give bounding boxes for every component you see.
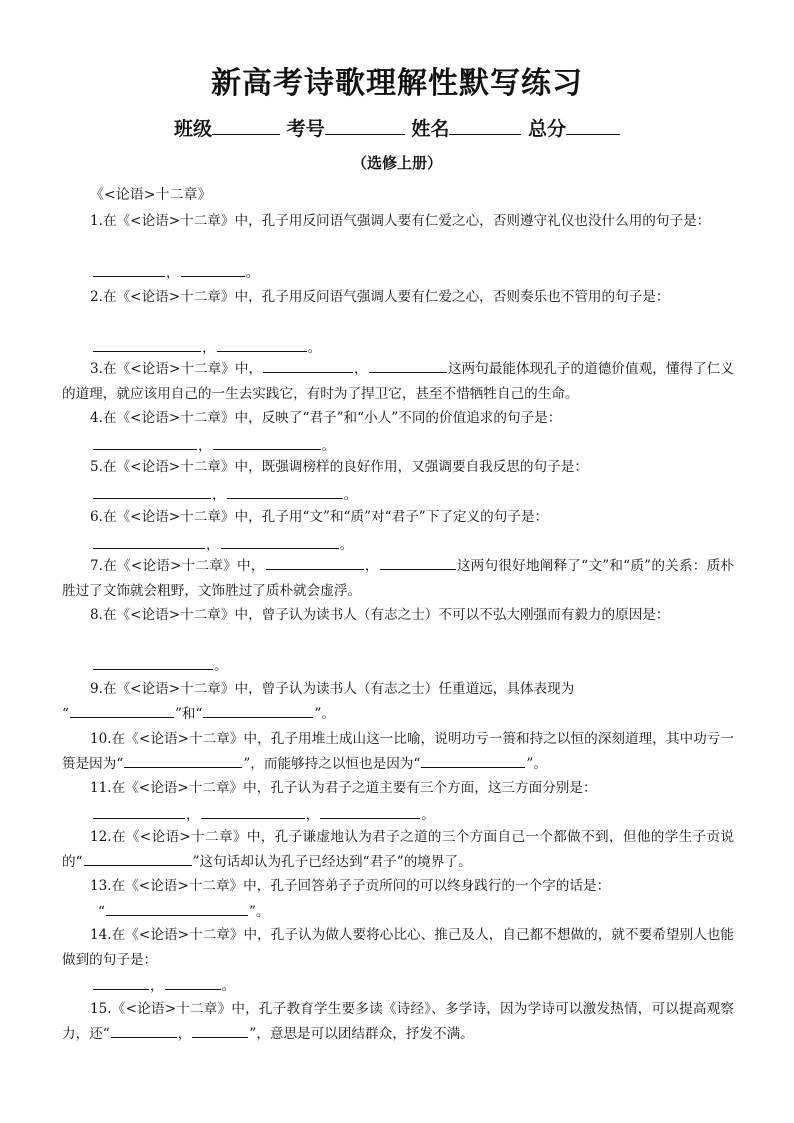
question-2: 2.在《<论语>十二章》中，孔子用反问语气强调人要有仁爱之心，否则奏乐也不管用的句子是：: [90, 289, 670, 305]
exam-number-label: 考号: [286, 118, 325, 140]
answer-line-6: ， 。: [92, 533, 353, 557]
score-label: 总分: [527, 118, 566, 140]
answer-line-11: ， ， 。: [92, 803, 435, 827]
class-label: 班级: [174, 118, 213, 140]
question-9: 9.在《<论语>十二章》中，曾子认为读书人（有志之士）任重道远，具体表现为: [90, 681, 575, 697]
question-8: 8.在《<论语>十二章》中，曾子认为读书人（有志之士）不可以不弘大刚强而有毅力的原因是：: [90, 607, 670, 623]
class-blank: [212, 118, 280, 135]
name-label: 姓名: [411, 118, 450, 140]
score-blank: [566, 118, 620, 135]
answer-blank: [369, 357, 447, 373]
answer-blank: [217, 336, 307, 352]
answer-blank: [93, 974, 149, 990]
answer-blank: [192, 1022, 248, 1038]
answer-line-14: ， 。: [92, 974, 235, 998]
answer-blank: [93, 261, 165, 277]
question-3: 3.在《<论语>十二章》中， ， 这两句最能体现孔子的道德价值观，懂得了仁义的道理，就应该用自己的一生去实践它，有时为了捍卫它，甚至不惜牺牲自己的生命。: [62, 357, 734, 407]
answer-blank: [201, 803, 305, 819]
answer-blank: [93, 803, 185, 819]
answer-blank: [421, 752, 525, 768]
answer-line-4: ， 。: [92, 434, 335, 458]
answer-blank: [203, 702, 313, 718]
answer-blank: [181, 261, 245, 277]
question-4: 4.在《<论语>十二章》中，反映了“君子”和“小人”不同的价值追求的句子是：: [90, 410, 562, 426]
answer-blank: [84, 850, 192, 866]
section-heading: 《<论语>十二章》: [90, 187, 212, 203]
answer-blank: [93, 434, 197, 450]
answer-blank: [93, 654, 213, 670]
answer-blank: [111, 1022, 177, 1038]
page-title: 新高考诗歌理解性默写练习: [211, 66, 583, 101]
answer-line-1: ， 。: [92, 261, 259, 285]
answer-line-2: ， 。: [92, 336, 321, 360]
answer-blank: [93, 336, 201, 352]
answer-blank: [106, 900, 248, 916]
answer-blank: [124, 752, 242, 768]
answer-line-5: ， 。: [92, 483, 357, 507]
answer-blank: [213, 434, 321, 450]
name-blank: [449, 118, 521, 135]
answer-blank: [70, 702, 174, 718]
answer-line-13: “ ”。: [98, 900, 270, 924]
answer-blank: [221, 533, 339, 549]
answer-blank: [93, 483, 211, 499]
volume-subtitle: （选修上册）: [351, 154, 442, 172]
question-14: 14.在《<论语>十二章》中，孔子认为做人要将心比心、推己及人，自己都不想做的，就不要希望别人也能做到的句子是：: [62, 927, 734, 968]
question-5: 5.在《<论语>十二章》中，既强调榜样的良好作用，又强调要自我反思的句子是：: [90, 459, 588, 475]
answer-blank: [227, 483, 343, 499]
answer-blank: [263, 357, 353, 373]
answer-blank: [266, 554, 364, 570]
question-12: 12.在《<论语>十二章》中，孔子谦虚地认为君子之道的三个方面自己一个都做不到，但他的学生子贡说的“ ”这句话却认为孔子已经达到“君子”的境界了。: [62, 829, 734, 870]
answer-blank: [320, 803, 420, 819]
answer-line-8: 。: [92, 654, 228, 678]
answer-blank: [165, 974, 221, 990]
answer-line-9: “ ”和“ ”。: [62, 702, 335, 726]
question-10: 10.在《<论语>十二章》中，孔子用堆土成山这一比喻，说明功亏一篑和持之以恒的深刻道理，其中功亏一篑是因为“ ”，而能够持之以恒也是因为“ ”。: [62, 731, 734, 772]
question-15: 15.《<论语>十二章》中，孔子教育学生要多读《诗经》、多学诗，因为学诗可以激发热情，可以提高观察力，还“ ， ”，意思是可以团结群众，抒发不满。: [62, 1001, 734, 1042]
question-1: 1.在《<论语>十二章》中，孔子用反问语气强调人要有仁爱之心，否则遵守礼仪也没什么用的句子是：: [90, 213, 711, 229]
question-13: 13.在《<论语>十二章》中，孔子回答弟子子贡所问的可以终身践行的一个字的话是：: [90, 878, 611, 894]
question-11: 11.在《<论语>十二章》中，孔子认为君子之道主要有三个方面，这三方面分别是：: [90, 780, 597, 796]
question-7: 7.在《<论语>十二章》中， ， 这两句很好地阐释了“文”和“质”的关系：质朴胜过了文饰就会粗野，文饰胜过了质朴就会虚浮。: [62, 554, 734, 604]
answer-blank: [93, 533, 205, 549]
exam-number-blank: [325, 118, 405, 135]
answer-blank: [380, 554, 456, 570]
student-info-line: [0, 114, 794, 141]
question-6: 6.在《<论语>十二章》中，孔子用“文”和“质”对“君子”下了定义的句子是：: [90, 509, 549, 525]
